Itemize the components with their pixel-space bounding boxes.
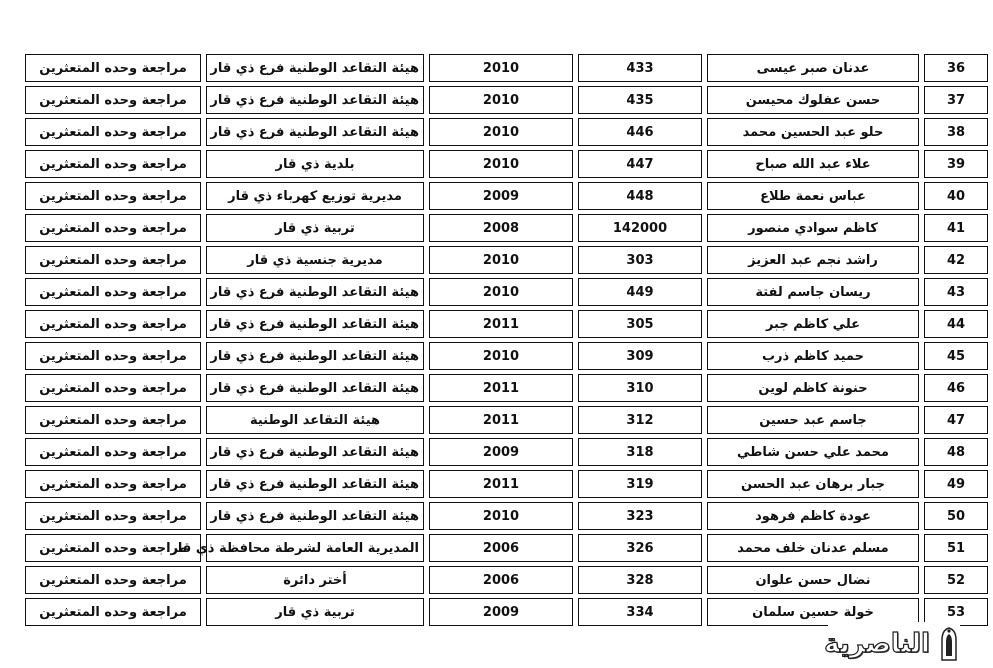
sequence-cell: 49 (924, 470, 988, 498)
year-cell: 2008 (429, 214, 573, 242)
sequence-cell: 42 (924, 246, 988, 274)
department-cell: هيئة التقاعد الوطنية فرع ذي قار (206, 118, 424, 146)
number-cell: 448 (578, 182, 702, 210)
name-cell: كاظم سوادي منصور (707, 214, 919, 242)
remark-cell: مراجعة وحده المتعثرين (25, 406, 201, 434)
remark-cell: مراجعة وحده المتعثرين (25, 598, 201, 626)
year-cell: 2011 (429, 310, 573, 338)
department-cell: تربية ذي قار (206, 214, 424, 242)
year-cell: 2011 (429, 374, 573, 402)
remark-cell: مراجعة وحده المتعثرين (25, 438, 201, 466)
number-cell: 303 (578, 246, 702, 274)
number-cell: 323 (578, 502, 702, 530)
remark-cell: مراجعة وحده المتعثرين (25, 374, 201, 402)
remark-cell: مراجعة وحده المتعثرين (25, 310, 201, 338)
table-row (25, 246, 988, 274)
number-cell: 310 (578, 374, 702, 402)
table-row (25, 150, 988, 178)
year-cell: 2010 (429, 278, 573, 306)
sequence-cell: 39 (924, 150, 988, 178)
name-cell: علي كاظم جبر (707, 310, 919, 338)
department-cell: هيئة التقاعد الوطنية فرع ذي قار (206, 310, 424, 338)
remark-cell: مراجعة وحده المتعثرين (25, 470, 201, 498)
number-cell: 449 (578, 278, 702, 306)
table-row (25, 118, 988, 146)
year-cell: 2009 (429, 182, 573, 210)
year-cell: 2010 (429, 86, 573, 114)
name-cell: ريسان جاسم لفتة (707, 278, 919, 306)
department-cell: مديرية توزيع كهرباء ذي قار (206, 182, 424, 210)
table-row (25, 182, 988, 210)
number-cell: 142000 (578, 214, 702, 242)
year-cell: 2010 (429, 502, 573, 530)
name-cell: علاء عبد الله صباح (707, 150, 919, 178)
department-cell: تربية ذي قار (206, 598, 424, 626)
table-row (25, 86, 988, 114)
sequence-cell: 38 (924, 118, 988, 146)
year-cell: 2006 (429, 566, 573, 594)
watermark-logo-icon (934, 626, 964, 662)
year-cell: 2011 (429, 406, 573, 434)
name-cell: نضال حسن علوان (707, 566, 919, 594)
table-row (25, 342, 988, 370)
table-row (25, 374, 988, 402)
department-cell: هيئة التقاعد الوطنية فرع ذي قار (206, 374, 424, 402)
sequence-cell: 53 (924, 598, 988, 626)
department-cell: بلدية ذي قار (206, 150, 424, 178)
department-cell: هيئة التقاعد الوطنية فرع ذي قار (206, 86, 424, 114)
department-cell: أختر دائرة (206, 566, 424, 594)
remark-cell: مراجعة وحده المتعثرين (25, 118, 201, 146)
name-cell: راشد نجم عبد العزيز (707, 246, 919, 274)
year-cell: 2009 (429, 598, 573, 626)
table-row (25, 534, 988, 562)
sequence-cell: 47 (924, 406, 988, 434)
table-row (25, 214, 988, 242)
remark-cell: مراجعة وحده المتعثرين (25, 182, 201, 210)
table-row (25, 54, 988, 82)
year-cell: 2006 (429, 534, 573, 562)
name-cell: حنونة كاظم لوين (707, 374, 919, 402)
number-cell: 334 (578, 598, 702, 626)
department-cell: المديرية العامة لشرطة محافظة ذي قار (206, 534, 424, 562)
number-cell: 309 (578, 342, 702, 370)
records-table (20, 50, 993, 630)
sequence-cell: 37 (924, 86, 988, 114)
year-cell: 2010 (429, 150, 573, 178)
number-cell: 305 (578, 310, 702, 338)
remark-cell: مراجعة وحده المتعثرين (25, 246, 201, 274)
year-cell: 2010 (429, 118, 573, 146)
department-cell: هيئة التقاعد الوطنية فرع ذي قار (206, 438, 424, 466)
sequence-cell: 40 (924, 182, 988, 210)
table-row (25, 406, 988, 434)
name-cell: حميد كاظم ذرب (707, 342, 919, 370)
table-row (25, 566, 988, 594)
number-cell: 447 (578, 150, 702, 178)
year-cell: 2010 (429, 54, 573, 82)
number-cell: 319 (578, 470, 702, 498)
sequence-cell: 44 (924, 310, 988, 338)
table-row (25, 310, 988, 338)
sequence-cell: 51 (924, 534, 988, 562)
table-row (25, 470, 988, 498)
name-cell: عدنان صبر عيسى (707, 54, 919, 82)
number-cell: 435 (578, 86, 702, 114)
records-table-body (25, 54, 988, 626)
remark-cell: مراجعة وحده المتعثرين (25, 534, 201, 562)
sequence-cell: 36 (924, 54, 988, 82)
department-cell: هيئة التقاعد الوطنية فرع ذي قار (206, 502, 424, 530)
name-cell: حسن عفلوك محيسن (707, 86, 919, 114)
name-cell: خولة حسين سلمان (707, 598, 919, 626)
department-cell: هيئة التقاعد الوطنية فرع ذي قار (206, 278, 424, 306)
year-cell: 2009 (429, 438, 573, 466)
sequence-cell: 45 (924, 342, 988, 370)
remark-cell: مراجعة وحده المتعثرين (25, 566, 201, 594)
remark-cell: مراجعة وحده المتعثرين (25, 86, 201, 114)
year-cell: 2011 (429, 470, 573, 498)
number-cell: 326 (578, 534, 702, 562)
name-cell: جاسم عبد حسين (707, 406, 919, 434)
number-cell: 446 (578, 118, 702, 146)
name-cell: محمد علي حسن شاطي (707, 438, 919, 466)
year-cell: 2010 (429, 246, 573, 274)
year-cell: 2010 (429, 342, 573, 370)
department-cell: هيئة التقاعد الوطنية (206, 406, 424, 434)
sequence-cell: 50 (924, 502, 988, 530)
remark-cell: مراجعة وحده المتعثرين (25, 342, 201, 370)
number-cell: 318 (578, 438, 702, 466)
sequence-cell: 43 (924, 278, 988, 306)
department-cell: مديرية جنسية ذي قار (206, 246, 424, 274)
sequence-cell: 48 (924, 438, 988, 466)
department-cell: هيئة التقاعد الوطنية فرع ذي قار (206, 342, 424, 370)
number-cell: 328 (578, 566, 702, 594)
number-cell: 312 (578, 406, 702, 434)
remark-cell: مراجعة وحده المتعثرين (25, 214, 201, 242)
name-cell: جبار برهان عبد الحسن (707, 470, 919, 498)
table-row (25, 438, 988, 466)
remark-cell: مراجعة وحده المتعثرين (25, 278, 201, 306)
remark-cell: مراجعة وحده المتعثرين (25, 150, 201, 178)
table-row (25, 502, 988, 530)
table-row (25, 278, 988, 306)
sequence-cell: 52 (924, 566, 988, 594)
watermark-text: الناصرية (824, 629, 930, 659)
remark-cell: مراجعة وحده المتعثرين (25, 502, 201, 530)
remark-cell: مراجعة وحده المتعثرين (25, 54, 201, 82)
site-watermark (824, 622, 960, 666)
sequence-cell: 46 (924, 374, 988, 402)
department-cell: هيئة التقاعد الوطنية فرع ذي قار (206, 470, 424, 498)
department-cell: هيئة التقاعد الوطنية فرع ذي قار (206, 54, 424, 82)
name-cell: مسلم عدنان خلف محمد (707, 534, 919, 562)
name-cell: عودة كاظم فرهود (707, 502, 919, 530)
name-cell: حلو عبد الحسين محمد (707, 118, 919, 146)
sequence-cell: 41 (924, 214, 988, 242)
number-cell: 433 (578, 54, 702, 82)
name-cell: عباس نعمة طلاع (707, 182, 919, 210)
